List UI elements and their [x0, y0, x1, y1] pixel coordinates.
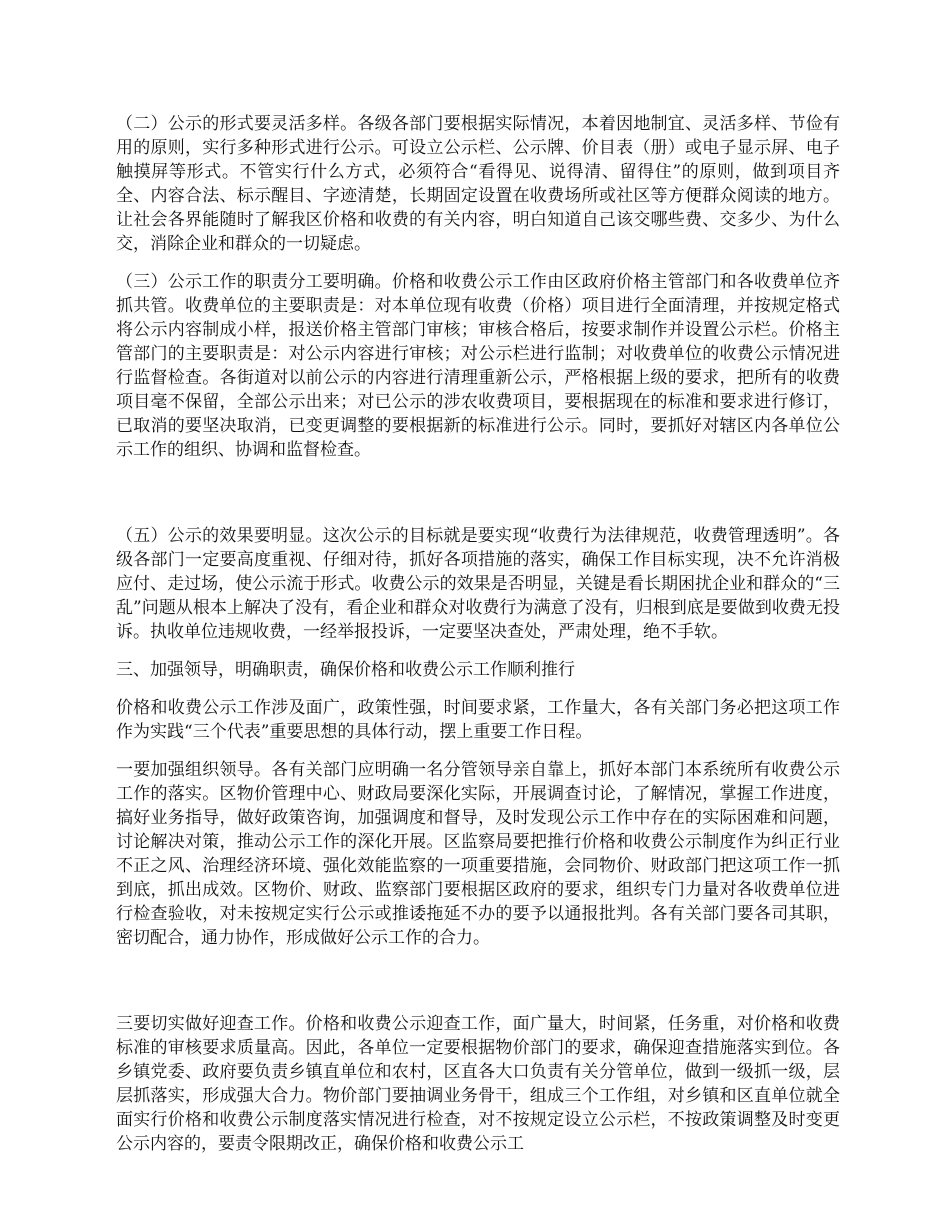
paragraph-work-scope: 价格和收费公示工作涉及面广，政策性强，时间要求紧，工作量大，各有关部门务必把这项工作作为实践“三个代表”重要思想的具体行动，摆上重要工作日程。 — [116, 698, 840, 742]
paragraph-inspection-preparation: 三要切实做好迎查工作。价格和收费公示迎查工作，面广量大，时间紧，任务重，对价格和收费标准的审核要求质量高。因此，各单位一定要根据物价部门的要求，确保迎查措施落实到位。各乡镇党委、政府要负责乡镇直单位和农村，区直各大口负责有关分管单位，做到一级抓一级，层层抓落实，形成强大合力。物价部门要抽调业务骨干，组成三个工作组，对乡镇和区直单位就全面实行价格和收费公示制度落实情况进行检查，对不按规定设立公示栏，不按政策调整及时变更公示内容的，要责令限期改正，确保价格和收费公示工 — [116, 1014, 840, 1154]
paragraph-form-of-publicity: （二）公示的形式要灵活多样。各级各部门要根据实际情况，本着因地制宜、灵活多样、节俭有用的原则，实行多种形式进行公示。可设立公示栏、公示牌、价目表（册）或电子显示屏、电子触摸屏等形式。不管实行什么方式，必须符合“看得见、说得清、留得住”的原则，做到项目齐全、内容合法、标示醒目、字迹清楚，长期固定设置在收费场所或社区等方便群众阅读的地方。让社会各界能随时了解我区价格和收费的有关内容，明白知道自己该交哪些费、交多少、为什么交，消除企业和群众的一切疑虑。 — [116, 114, 840, 254]
document-body — [116, 112, 840, 1156]
section-heading-leadership: 三、加强领导，明确职责，确保价格和收费公示工作顺利推行 — [116, 660, 575, 680]
paragraph-organizational-leadership: 一要加强组织领导。各有关部门应明确一名分管领导亲自靠上，抓好本部门本系统所有收费公示工作的落实。区物价管理中心、财政局要深化实际，开展调查讨论，了解情况，掌握工作进度，搞好业务指导，做好政策咨询，加强调度和督导，及时发现公示工作中存在的实际困难和问题，讨论解决对策，推动公示工作的深化开展。区监察局要把推行价格和收费公示制度作为纠正行业不正之风、治理经济环境、强化效能监察的一项重要措施，会同物价、财政部门把这项工作一抓到底，抓出成效。区物价、财政、监察部门要根据区政府的要求，组织专门力量对各收费单位进行检查验收，对未按规定实行公示或推诿拖延不办的要予以通报批判。各有关部门要各司其职，密切配合，通力协作，形成做好公示工作的合力。 — [116, 760, 840, 948]
paragraph-responsibility-division: （三）公示工作的职责分工要明确。价格和收费公示工作由区政府价格主管部门和各收费单位齐抓共管。收费单位的主要职责是：对本单位现有收费（价格）项目进行全面清理，并按规定格式将公示内容制成小样，报送价格主管部门审核；审核合格后，按要求制作并设置公示栏。价格主管部门的主要职责是：对公示内容进行审核；对公示栏进行监制；对收费单位的收费公示情况进行监督检查。各街道对以前公示的内容进行清理重新公示，严格根据上级的要求，把所有的收费项目毫不保留，全部公示出来；对已公示的涉农收费项目，要根据现在的标准和要求进行修订，已取消的要坚决取消，已变更调整的要根据新的标准进行公示。同时，要抓好对辖区内各单位公示工作的组织、协调和监督检查。 — [116, 272, 840, 460]
paragraph-publicity-effect: （五）公示的效果要明显。这次公示的目标就是要实现“收费行为法律规范，收费管理透明”。各级各部门一定要高度重视、仔细对待，抓好各项措施的落实，确保工作目标实现，决不允许消极应付、走过场，使公示流于形式。收费公示的效果是否明显，关键是看长期困扰企业和群众的“三乱”问题从根本上解决了没有，看企业和群众对收费行为满意了没有，归根到底是要做到收费无投诉。执收单位违规收费，一经举报投诉，一定要坚决查处，严肃处理，绝不手软。 — [116, 526, 840, 642]
